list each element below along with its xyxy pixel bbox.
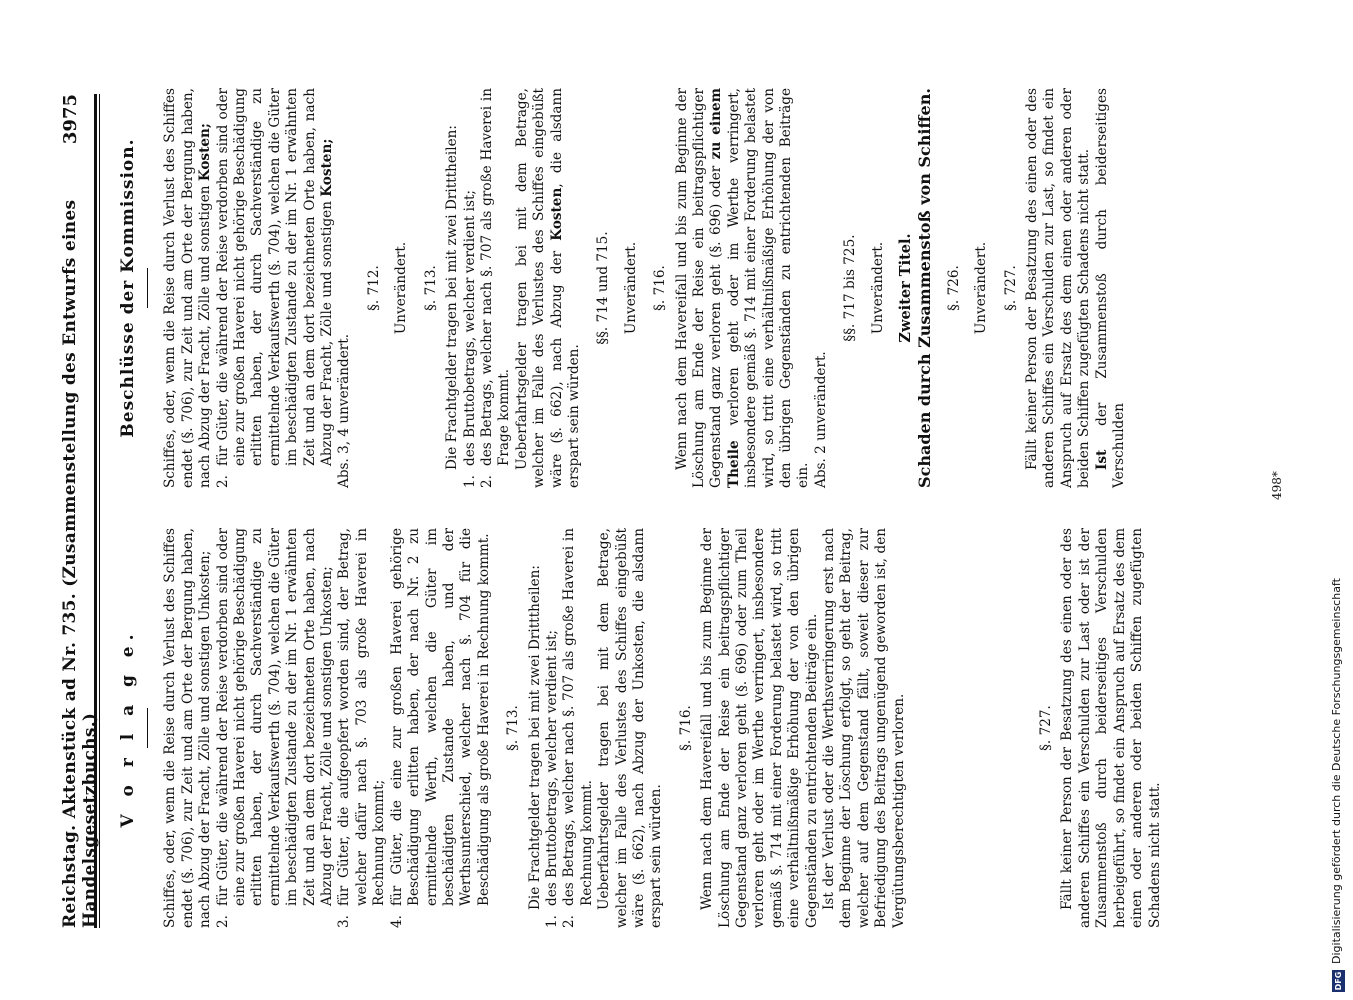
section-heading: §. 713.	[505, 705, 522, 751]
list-item: 2. für Güter, die während der Reise verdorben sind oder eine zur großen Haverei nicht gehörige Beschädigung erlitten haben, der durch Sachverständige zu ermittelnde Verkaufswerth (§. 704), welchen die Güter im beschädigten Zustande zu der im Nr. 1 erwähnten Zeit und an dem dort bezeichneten Orte haben, nach Abzug der Fracht, Zölle und sonstigen Kosten;	[214, 88, 336, 488]
paragraph: Ueberfahrtsgelder tragen bei mit dem Betrage, welcher im Falle des Verlustes des Schiffes eingebüßt wäre (§. 662), nach Abzug der Kosten, die alsdann erspart sein würden.	[513, 88, 582, 488]
unchanged-note: Unverändert.	[973, 241, 990, 335]
paragraph: Fällt keiner Person der Besatzung des einen oder des anderen Schiffes ein Verschulden zur Last oder ist der Zusammenstoß durch beiderseitiges Verschulden herbeigeführt, so findet ein Anspruch auf Ersatz des dem einen oder anderen oder beiden Schiffen zugefügten Schadens nicht statt.	[1059, 528, 1163, 928]
column-title-beschluesse: Beschlüsse der Kommission.	[118, 138, 138, 438]
paragraph: Ist der Zusammenstoß durch beiderseitiges Verschulden	[1093, 88, 1128, 488]
running-head-title: Reichstag. Aktenstück ad Nr. 735. (Zusammenstellung des Entwurfs eines Handelsgesetzbuchs.)	[60, 199, 100, 928]
list-item: 2. des Betrags, welcher nach §. 707 als große Haverei in Frage kommt.	[478, 88, 513, 488]
paragraph: Abs. 3, 4 unverändert.	[336, 333, 353, 488]
list-item: 4. für Güter, die eine zur großen Haverei gehörige Beschädigung erlitten haben, der nach Nr. 2 zu ermittelnde Werth, welchen die Güter im beschädigten Zustande haben, und der Werthsunterschied, welcher nach §. 704 für die Beschädigung als große Haverei in Rechnung kommt.	[388, 528, 492, 928]
section-heading: §. 727.	[1002, 265, 1019, 311]
page-number: 498*	[1270, 471, 1284, 500]
title-separator	[147, 268, 148, 308]
paragraph: Ist der Verlust oder die Werthsverringerung erst nach dem Beginne der Löschung erfolgt, so geht der Beitrag, welcher auf dem Gegenstand fällt, soweit dieser zur Befriedigung des Beitrags ungenügend geworden ist, den Vergütungsberechtigten verloren.	[821, 528, 907, 928]
section-heading: §§. 714 und 715.	[595, 231, 612, 345]
paragraph: Ueberfahrtsgelder tragen bei mit dem Betrage, welcher im Falle des Verlustes des Schiffes eingebüßt wäre (§. 662), nach Abzug der Unkosten, die alsdann erspart sein würden.	[596, 528, 665, 928]
list-item: 1. des Bruttobetrags, welcher verdient ist;	[543, 629, 560, 928]
column-title-vorlage: V o r l a g e.	[118, 628, 138, 828]
section-heading: §. 713.	[422, 265, 439, 311]
column-beschluesse	[108, 88, 1129, 488]
running-head-page-number: 3975	[60, 94, 81, 145]
section-heading: §. 716.	[652, 265, 669, 311]
list-item: 2. des Betrags, welcher nach §. 707 als große Haverei in Rechnung kommt.	[561, 528, 595, 928]
list-item: 3. für Güter, die aufgeopfert worden sind, der Betrag, welcher dafür nach §. 703 als große Haverei in Rechnung kommt;	[336, 528, 388, 928]
footer-credit: Digitalisierung gefördert durch die Deutsche Forschungsgemeinschaft	[1330, 578, 1343, 964]
title-heading: Zweiter Titel.	[897, 233, 915, 343]
unchanged-note: Unverändert.	[869, 241, 886, 335]
list-item: 1. des Bruttobetrags, welcher verdient ist;	[461, 189, 478, 488]
section-heading: §. 727.	[1038, 705, 1055, 751]
unchanged-note: Unverändert.	[393, 241, 410, 335]
paragraph: Wenn nach dem Havereifall und bis zum Beginne der Löschung am Ende der Reise ein beitragspflichtiger Gegenstand ganz verloren geht (§. 696) oder zum Theil verloren geht oder im Werthe verringert, insbesondere gemäß §. 714 mit einer Forderung belastet wird, so tritt eine verhältnißmäßige Erhöhung der von den übrigen Gegenständen zu entrichtenden Beiträge ein.	[699, 528, 820, 928]
section-heading: §. 726.	[945, 265, 962, 311]
section-heading: §. 712.	[365, 265, 382, 311]
section-heading: §. 716.	[677, 705, 694, 751]
header-rule	[94, 94, 97, 928]
paragraph: Schiffes, oder, wenn die Reise durch Verlust des Schiffes endet (§. 706), zur Zeit und am Orte der Bergung haben, nach Abzug der Fracht, Zölle und sonstigen Unkosten;	[162, 528, 214, 928]
paragraph: Wenn nach dem Havereifall und bis zum Beginne der Löschung am Ende der Reise ein beitragspflichtiger Gegenstand ganz verloren geht (§. 696) oder zu einem Theile verloren geht oder im Werthe verringert, insbesondere gemäß §. 714 mit einer Forderung belastet wird, so tritt eine verhältnißmäßige Erhöhung der von den übrigen Gegenständen zu entrichtenden Beiträge ein.	[673, 88, 812, 488]
section-heading: §§. 717 bis 725.	[842, 234, 859, 342]
paragraph: Schiffes, oder, wenn die Reise durch Verlust des Schiffes endet (§. 706), zur Zeit und am Orte der Bergung haben, nach Abzug der Fracht, Zölle und sonstigen Kosten;	[162, 88, 214, 488]
paragraph: Die Frachtgelder tragen bei mit zwei Dritttheilen:	[444, 125, 461, 470]
list-item: 2. für Güter, die während der Reise verdorben sind oder eine zur großen Haverei nicht gehörige Beschädigung erlitten haben, der durch Sachverständige zu ermittelnde Verkaufswerth (§. 704), welchen die Güter im beschädigten Zustande zu der im Nr. 1 erwähnten Zeit und an dem dort bezeichneten Orte haben, nach Abzug der Fracht, Zölle und sonstigen Unkosten;	[214, 528, 336, 928]
paragraph: Fällt keiner Person der Besatzung des einen oder des anderen Schiffes ein Verschulden zur Last, so findet ein Anspruch auf Ersatz des dem einen oder anderen oder beiden Schiffen zugefügten Schadens nicht statt.	[1024, 88, 1093, 488]
unchanged-note: Unverändert.	[622, 241, 639, 335]
header-rule-thin	[99, 94, 100, 928]
dfg-logo: DFG	[1334, 971, 1343, 991]
title-subheading: Schaden durch Zusammenstoß von Schiffen.	[915, 88, 935, 488]
running-head	[60, 94, 100, 928]
title-separator	[147, 708, 148, 748]
paragraph: Abs. 2 unverändert.	[812, 351, 829, 488]
paragraph: Die Frachtgelder tragen bei mit zwei Dritttheilen:	[526, 565, 543, 910]
column-vorlage	[108, 528, 1164, 928]
